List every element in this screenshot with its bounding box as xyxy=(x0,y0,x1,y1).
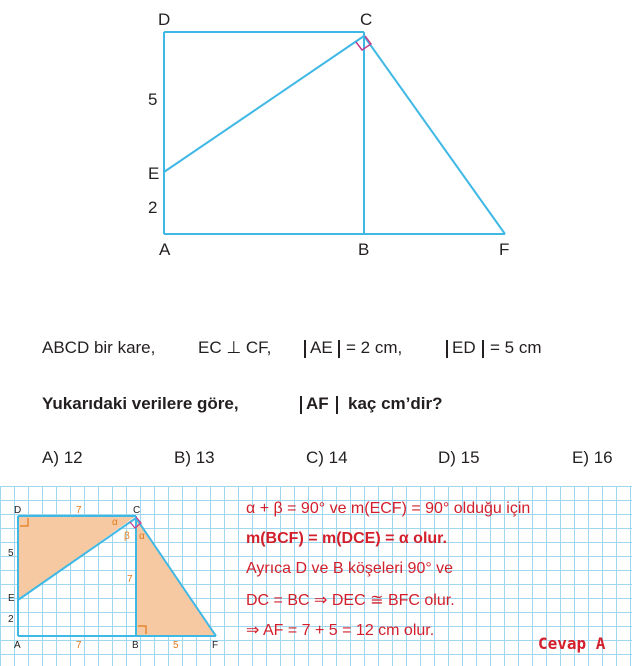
angle-alpha-bottom: α xyxy=(139,531,145,542)
solution-line-1: α + β = 90° ve m(ECF) = 90° olduğu için xyxy=(246,500,531,517)
label-5: 5 xyxy=(148,90,158,109)
solution-line-3: Ayrıca D ve B köşeleri 90° ve xyxy=(246,560,454,577)
given-ed: ED xyxy=(452,338,476,357)
given-line xyxy=(42,336,622,362)
main-figure xyxy=(0,0,632,270)
given-perp: EC ⊥ CF, xyxy=(198,338,272,357)
ask-af: AF xyxy=(306,394,329,413)
mini-label-E: E xyxy=(8,593,15,604)
answer-label: Cevap A xyxy=(538,634,606,653)
given-ae: AE xyxy=(310,338,333,357)
ask-prefix: Yukarıdaki verilere göre, xyxy=(42,394,239,413)
edge-EC xyxy=(164,36,364,172)
solution-line-2: m(BCF) = m(DCE) = α olur. xyxy=(246,530,447,547)
given-ae-value: = 2 cm, xyxy=(346,338,403,357)
given-prefix: ABCD bir kare, xyxy=(42,338,156,357)
given-ed-value: = 5 cm xyxy=(490,338,542,357)
mini-label-F: F xyxy=(212,640,219,651)
option-b[interactable]: B) 13 xyxy=(174,448,215,467)
mini-label-5: 5 xyxy=(8,548,14,559)
label-F: F xyxy=(499,240,510,259)
ask-line xyxy=(42,392,622,418)
label-2: 2 xyxy=(148,198,158,217)
ask-suffix: kaç cm’dir? xyxy=(348,394,443,413)
option-c[interactable]: C) 14 xyxy=(306,448,348,467)
label-C: C xyxy=(360,10,373,29)
mini-value-cb: 7 xyxy=(127,574,133,585)
solution-figure xyxy=(0,486,240,666)
mini-value-top: 7 xyxy=(76,505,82,516)
mini-value-ab: 7 xyxy=(76,640,82,651)
option-a[interactable]: A) 12 xyxy=(42,448,83,467)
mini-value-bf: 5 xyxy=(173,640,179,651)
label-E: E xyxy=(148,164,160,183)
solution-line-4: DC = BC ⇒ DEC ≅ BFC olur. xyxy=(246,592,455,609)
label-D: D xyxy=(158,10,171,29)
mini-label-D: D xyxy=(14,505,22,516)
solution-line-5: ⇒ AF = 7 + 5 = 12 cm olur. xyxy=(246,622,435,639)
label-A: A xyxy=(159,240,171,259)
angle-beta: β xyxy=(124,531,130,542)
option-e[interactable]: E) 16 xyxy=(572,448,613,467)
edge-CF xyxy=(364,36,505,234)
mini-label-A: A xyxy=(14,640,21,651)
mini-label-B: B xyxy=(132,640,139,651)
label-B: B xyxy=(358,240,370,259)
mini-label-C: C xyxy=(133,505,141,516)
angle-alpha-top: α xyxy=(112,517,118,528)
option-d[interactable]: D) 15 xyxy=(438,448,480,467)
mini-label-2: 2 xyxy=(8,614,14,625)
